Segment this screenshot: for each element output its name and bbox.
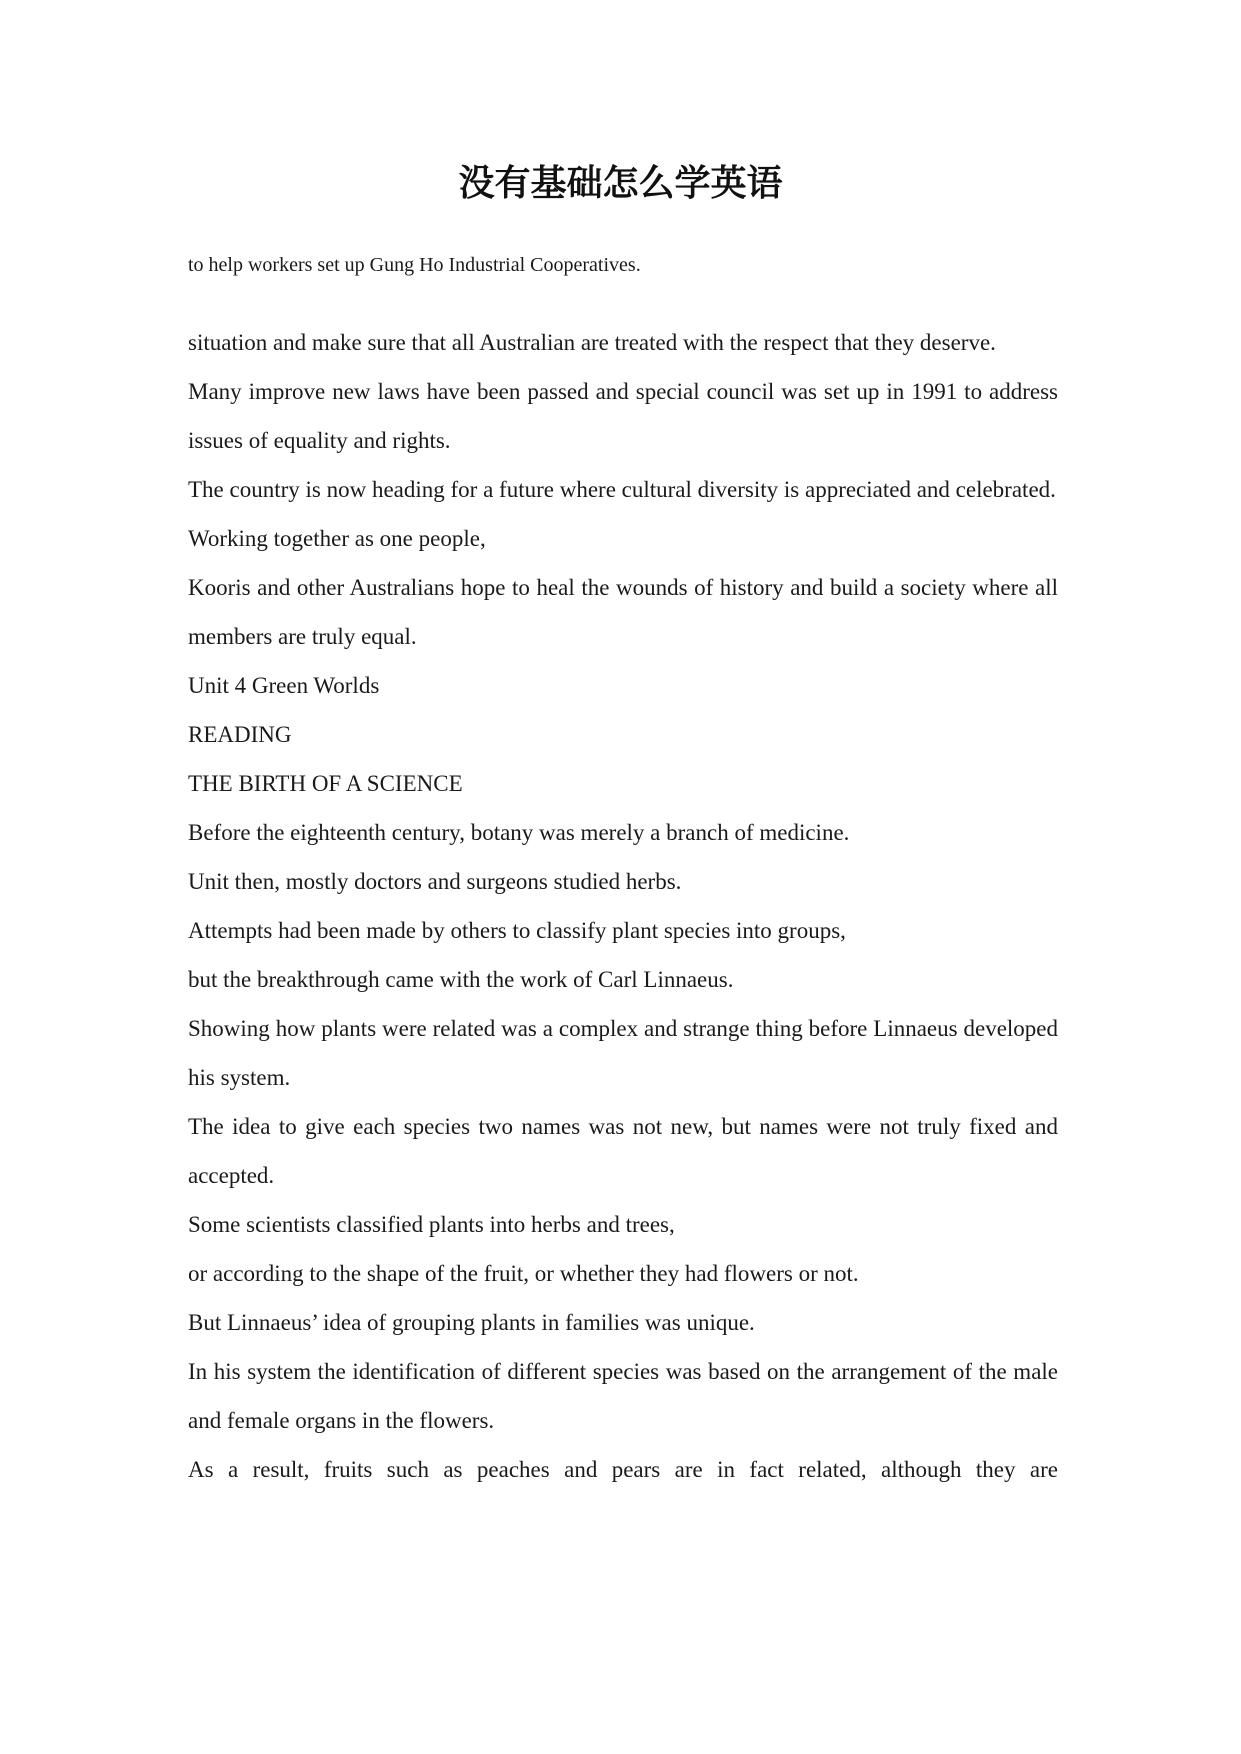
section-heading: READING [188,722,292,747]
paragraph: but the breakthrough came with the work of Carl Linnaeus. [188,967,734,992]
paragraph: situation and make sure that all Australian are treated with the respect that they deserve. [188,330,996,355]
document-title: 没有基础怎么学英语 [458,163,783,204]
paragraph: Kooris and other Australians hope to heal the wounds of history and build a society where all members are truly equal. [188,575,1058,649]
document-body [188,318,1058,1598]
paragraph: The country is now heading for a future where cultural diversity is appreciated and celebrated. [188,477,1056,502]
document-subtitle: to help workers set up Gung Ho Industrial Cooperatives. [188,254,641,276]
paragraph: In his system the identification of different species was based on the arrangement of the male and female organs in the flowers. [188,1359,1058,1433]
article-heading: THE BIRTH OF A SCIENCE [188,771,463,796]
paragraph: Working together as one people, [188,526,486,551]
paragraph: Some scientists classified plants into herbs and trees, [188,1212,675,1237]
paragraph: The idea to give each species two names was not new, but names were not truly fixed and accepted. [188,1114,1058,1188]
paragraph: Before the eighteenth century, botany was merely a branch of medicine. [188,820,850,845]
paragraph: Attempts had been made by others to classify plant species into groups, [188,918,846,943]
paragraph: But Linnaeus’ idea of grouping plants in families was unique. [188,1310,755,1335]
paragraph: As a result, fruits such as peaches and pears are in fact related, although they are [188,1457,1058,1482]
paragraph: Many improve new laws have been passed and special council was set up in 1991 to address issues of equality and rights. [188,379,1058,453]
paragraph: or according to the shape of the fruit, or whether they had flowers or not. [188,1261,859,1286]
paragraph: Unit then, mostly doctors and surgeons studied herbs. [188,869,682,894]
paragraph: Showing how plants were related was a complex and strange thing before Linnaeus developed his system. [188,1016,1058,1090]
unit-heading: Unit 4 Green Worlds [188,673,380,698]
